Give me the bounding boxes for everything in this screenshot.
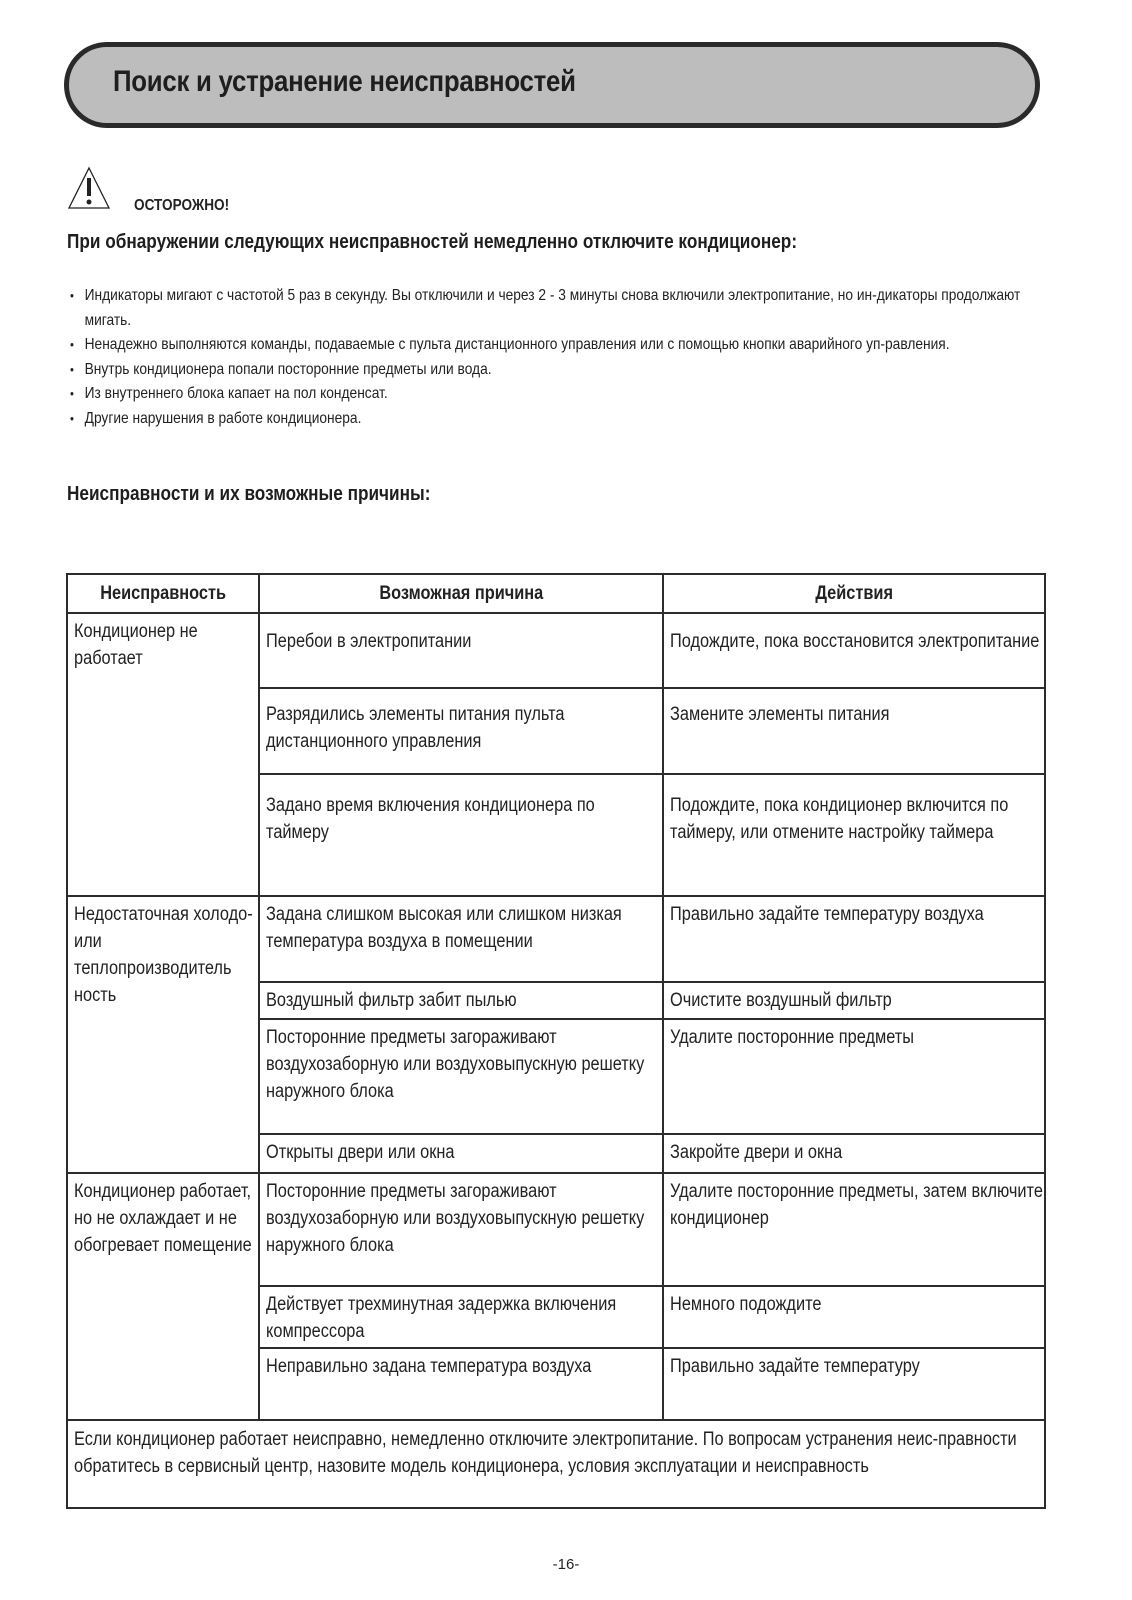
troubleshooting-table	[66, 573, 1046, 1509]
cause-cell: Воздушный фильтр забит пылью	[259, 982, 662, 1019]
action-cell: Правильно задайте температуру	[663, 1348, 1045, 1420]
bullet-item: • Из внутреннего блока капает на пол конденсат.	[70, 382, 1059, 407]
column-header-action: Действия	[663, 574, 1045, 613]
table-row	[67, 613, 1045, 688]
table-row	[67, 1173, 1045, 1286]
action-cell: Правильно задайте температуру воздуха	[663, 896, 1045, 982]
bullet-item: • Внутрь кондиционера попали посторонние предметы или вода.	[70, 358, 1059, 383]
section-title-banner	[64, 42, 1040, 128]
action-cell: Подождите, пока восстановится электропитание	[663, 613, 1045, 688]
cause-cell: Разрядились элементы питания пульта дистанционного управления	[259, 688, 662, 774]
instruction-heading: При обнаружении следующих неисправностей немедленно отключите кондиционер:	[67, 231, 798, 253]
action-cell: Замените элементы питания	[663, 688, 1045, 774]
action-cell: Удалите посторонние предметы, затем включите кондиционер	[663, 1173, 1045, 1286]
action-cell: Подождите, пока кондиционер включится по таймеру, или отмените настройку таймера	[663, 774, 1045, 896]
cause-cell: Задано время включения кондиционера по таймеру	[259, 774, 662, 896]
action-cell: Закройте двери и окна	[663, 1134, 1045, 1173]
action-cell: Немного подождите	[663, 1286, 1045, 1348]
table-footer-row	[67, 1420, 1045, 1508]
action-cell: Удалите посторонние предметы	[663, 1019, 1045, 1134]
cause-cell: Перебои в электропитании	[259, 613, 662, 688]
fault-cell: Недостаточная холодо- или теплопроизводитель ность	[67, 896, 259, 1173]
table-heading: Неисправности и их возможные причины:	[67, 483, 431, 505]
column-header-cause: Возможная причина	[259, 574, 662, 613]
warning-triangle-icon	[67, 166, 111, 210]
action-cell: Очистите воздушный фильтр	[663, 982, 1045, 1019]
cause-cell: Неправильно задана температура воздуха	[259, 1348, 662, 1420]
cause-cell: Открыты двери или окна	[259, 1134, 662, 1173]
footer-note-cell: Если кондиционер работает неисправно, немедленно отключите электропитание. По вопросам устранения неис-правности обратитесь в сервисный центр, назовите модель кондиционера, условия эксплуатации и неисправность	[67, 1420, 1045, 1508]
cause-cell: Действует трехминутная задержка включения компрессора	[259, 1286, 662, 1348]
bullet-item: • Индикаторы мигают с частотой 5 раз в секунду. Вы отключили и через 2 - 3 минуты снова включили электропитание, но ин-дикаторы продолжают мигать.	[70, 284, 1059, 333]
cause-cell: Посторонние предметы загораживают воздухозаборную или воздуховыпускную решетку наружного блока	[259, 1019, 662, 1134]
table-row	[67, 896, 1045, 982]
fault-cell: Кондиционер работает, но не охлаждает и не обогревает помещение	[67, 1173, 259, 1420]
bullet-item: • Ненадежно выполняются команды, подаваемые с пульта дистанционного управления или с помощью кнопки аварийного уп-равления.	[70, 333, 1059, 358]
page-title: Поиск и устранение неисправностей	[113, 65, 576, 98]
fault-cell: Кондиционер не работает	[67, 613, 259, 896]
cause-cell: Посторонние предметы загораживают воздухозаборную или воздуховыпускную решетку наружного блока	[259, 1173, 662, 1286]
warning-label: ОСТОРОЖНО!	[134, 197, 230, 214]
column-header-fault: Неисправность	[67, 574, 259, 613]
table-header-row	[67, 574, 1045, 613]
bullet-item: • Другие нарушения в работе кондиционера.	[70, 407, 1059, 432]
warning-bullet-list	[70, 284, 1059, 431]
page-number: -16-	[552, 1556, 580, 1573]
cause-cell: Задана слишком высокая или слишком низкая температура воздуха в помещении	[259, 896, 662, 982]
